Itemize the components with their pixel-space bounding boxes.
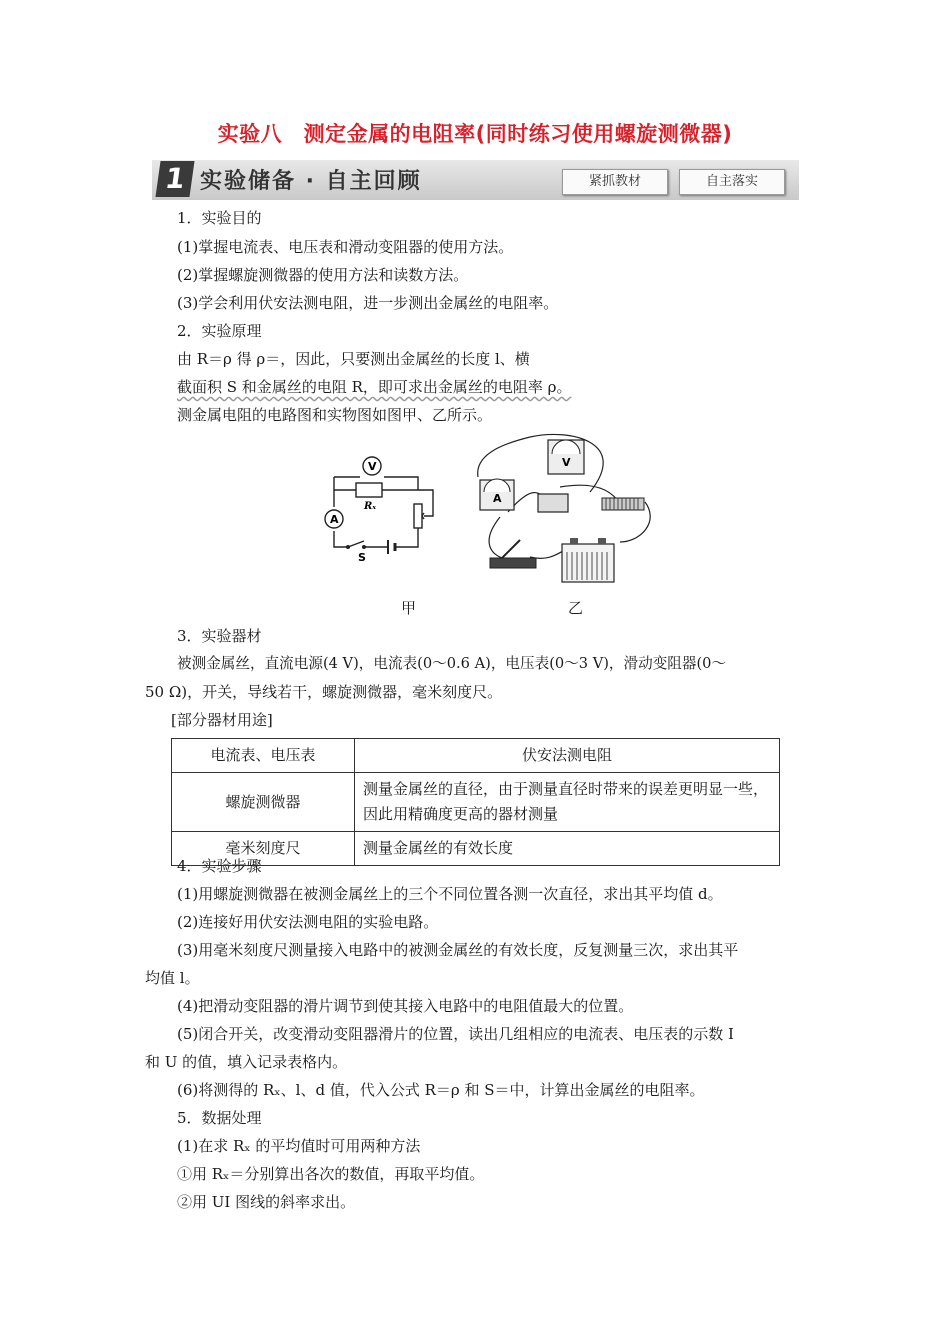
table-cell: 螺旋测微器	[172, 773, 355, 832]
table-cell: 测量金属丝的有效长度	[355, 832, 780, 866]
list-item: (3)学会利用伏安法测电阻，进一步测出金属丝的电阻率。	[177, 294, 559, 312]
step-item: 均值 l。	[145, 969, 200, 987]
section-heading: 4．实验步骤	[177, 857, 262, 875]
textbook-button[interactable]: 紧抓教材	[562, 169, 668, 195]
section-heading: 3．实验器材	[177, 627, 262, 645]
paragraph-line: 截面积 S 和金属丝的电阻 R，即可求出金属丝的电阻率 ρ。	[177, 378, 572, 396]
section-heading: 2．实验原理	[177, 322, 262, 340]
voltmeter-device-label: V	[562, 456, 571, 469]
table-cell: 测量金属丝的直径，由于测量直径时带来的误差更明显一些，因此用精确度更高的器材测量	[355, 773, 780, 832]
physical-setup-illustration	[470, 432, 670, 594]
section-banner	[152, 160, 799, 200]
step-item: (6)将测得的 Rₓ、l、d 值，代入公式 R＝ρ 和 S＝中，计算出金属丝的电阻率。	[177, 1081, 705, 1099]
paragraph-line: 由 R＝ρ 得 ρ＝，因此，只要测出金属丝的长度 l、横	[177, 350, 530, 368]
table-row	[172, 832, 780, 866]
step-item: (3)用毫米刻度尺测量接入电路中的被测金属丝的有效长度，反复测量三次，求出其平	[177, 941, 739, 959]
step-item: (1)用螺旋测微器在被测金属丝上的三个不同位置各测一次直径，求出其平均值 d。	[177, 885, 723, 903]
figure-caption-left: 甲	[401, 599, 417, 617]
page-title: 实验八 测定金属的电阻率(同时练习使用螺旋测微器)	[217, 122, 733, 146]
table-row	[172, 739, 780, 773]
paragraph-line: 被测金属丝，直流电源(4 V)，电流表(0～0.6 A)，电压表(0～3 V)，滑动变阻器(0～	[177, 655, 727, 672]
table-cell: 毫米刻度尺	[172, 832, 355, 866]
paragraph-line: ①用 Rₓ＝分别算出各次的数值，再取平均值。	[177, 1165, 485, 1183]
section-heading: 5．数据处理	[177, 1109, 262, 1127]
step-item: 和 U 的值，填入记录表格内。	[145, 1053, 348, 1071]
banner-text: 实验储备 · 自主回顾	[200, 169, 422, 194]
table-row	[172, 773, 780, 832]
step-item: (5)闭合开关，改变滑动变阻器滑片的位置，读出几组相应的电流表、电压表的示数 I	[177, 1025, 734, 1043]
switch-label: S	[358, 551, 366, 564]
self-study-button[interactable]: 自主落实	[679, 169, 785, 195]
ammeter-device-label: A	[493, 492, 502, 505]
table-title: [部分器材用途]	[171, 711, 273, 729]
equipment-use-table	[171, 738, 780, 866]
section-heading: 1．实验目的	[177, 209, 262, 227]
list-item: (2)掌握螺旋测微器的使用方法和读数方法。	[177, 266, 469, 284]
paragraph-line: (1)在求 Rₓ 的平均值时可用两种方法	[177, 1137, 421, 1155]
step-item: (2)连接好用伏安法测电阻的实验电路。	[177, 913, 439, 931]
banner-number: 1	[155, 161, 194, 197]
figure-caption-right: 乙	[568, 599, 584, 617]
table-cell: 伏安法测电阻	[355, 739, 780, 773]
paragraph-line: 50 Ω)，开关，导线若干，螺旋测微器，毫米刻度尺。	[145, 683, 503, 701]
circuit-diagram	[318, 452, 448, 564]
paragraph-line: 测金属电阻的电路图和实物图如图甲、乙所示。	[177, 406, 493, 424]
ammeter-label: A	[330, 513, 339, 526]
resistor-label: Rₓ	[364, 501, 377, 512]
voltmeter-label: V	[368, 460, 377, 473]
list-item: (1)掌握电流表、电压表和滑动变阻器的使用方法。	[177, 238, 514, 256]
paragraph-line: ②用 UI 图线的斜率求出。	[177, 1193, 356, 1211]
step-item: (4)把滑动变阻器的滑片调节到使其接入电路中的电阻值最大的位置。	[177, 997, 634, 1015]
table-cell: 电流表、电压表	[172, 739, 355, 773]
